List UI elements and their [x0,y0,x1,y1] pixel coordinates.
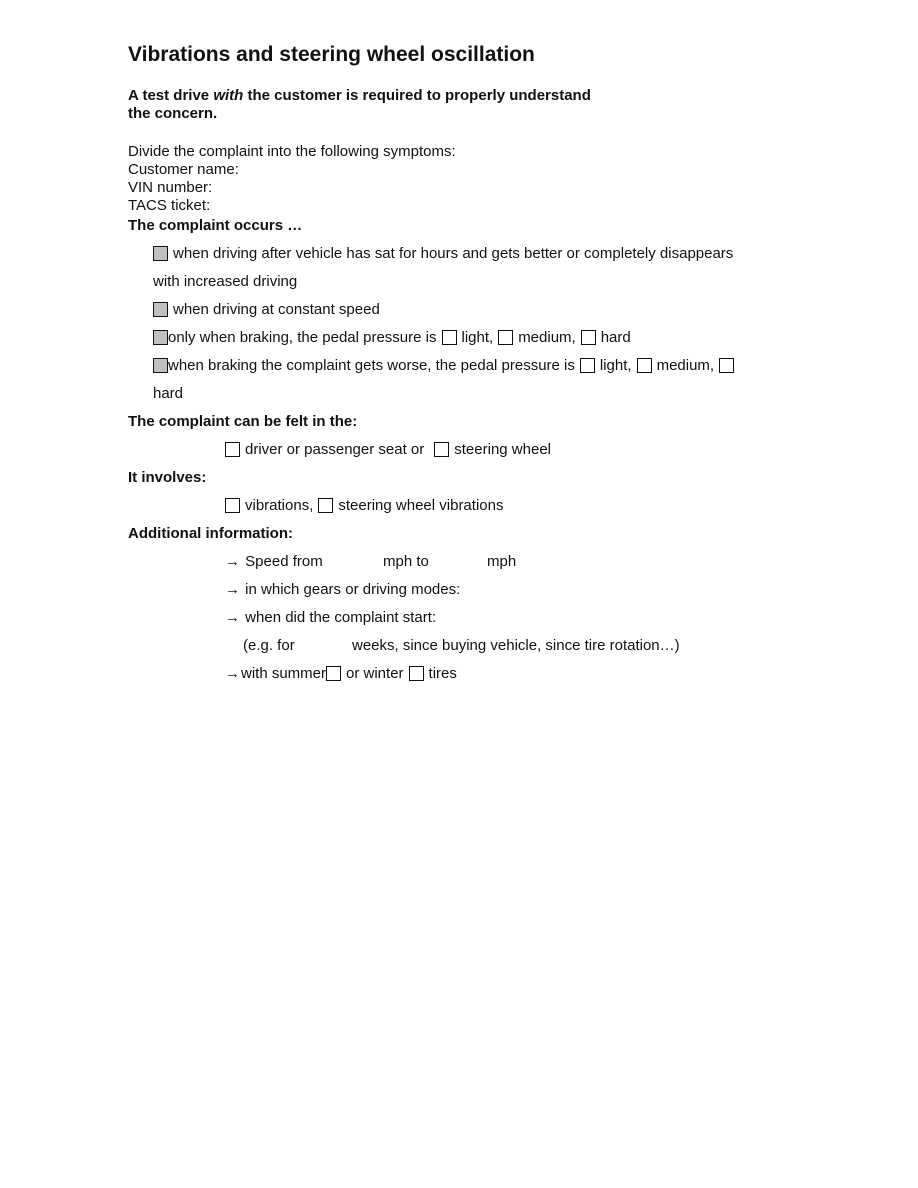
after-sitting-label-cont: with increased driving [153,273,298,290]
or-winter-label: or winter [346,665,404,682]
only-braking-checkbox[interactable] [153,330,168,345]
only-braking-light-label: light, [461,329,494,346]
eg-for-label: (e.g. for [243,637,295,654]
arrow-right-icon: → [225,581,240,598]
customer-name-field: Customer name: [128,161,239,178]
customer-fields [128,143,456,215]
winter-tires-checkbox[interactable] [409,666,424,681]
vin-field: VIN number: [128,179,213,196]
steering-wheel-checkbox[interactable] [434,442,449,457]
start-label: when did the complaint start: [245,609,437,626]
intro-emphasis: with [213,87,244,104]
arrow-right-icon: → [225,665,240,682]
occurs-item-braking-worse [153,357,734,374]
occurs-item-only-braking [153,329,631,346]
braking-worse-checkbox[interactable] [153,358,168,373]
mph-label: mph [487,553,517,570]
after-sitting-checkbox[interactable] [153,246,168,261]
gears-line [225,581,460,599]
seat-checkbox[interactable] [225,442,240,457]
braking-worse-light-label: light, [599,357,632,374]
intro-part1: A test drive [128,87,214,104]
wheel-vibrations-label: steering wheel vibrations [338,497,504,514]
after-sitting-label: when driving after vehicle has sat for hours and gets better or completely disappears [173,245,734,262]
divide-instruction: Divide the complaint into the following symptoms: [128,143,456,160]
start-line [225,609,436,627]
speed-line [225,553,323,571]
tacs-field: TACS ticket: [128,197,211,214]
occurs-heading: The complaint occurs … [128,217,303,234]
constant-speed-label: when driving at constant speed [173,301,380,318]
braking-worse-label: when braking the complaint gets worse, the pedal pressure is [168,357,575,374]
only-braking-medium-checkbox[interactable] [498,330,513,345]
with-summer-label: with summer [241,665,327,682]
vibrations-checkbox[interactable] [225,498,240,513]
occurs-item-constant-speed [153,301,380,318]
only-braking-medium-label: medium, [518,329,576,346]
felt-options [225,441,551,458]
seat-label: driver or passenger seat or [245,441,425,458]
vibrations-label: vibrations, [245,497,314,514]
constant-speed-checkbox[interactable] [153,302,168,317]
only-braking-light-checkbox[interactable] [442,330,457,345]
speed-from-label: Speed from [245,553,323,570]
wheel-vibrations-checkbox[interactable] [318,498,333,513]
only-braking-label: only when braking, the pedal pressure is [168,329,437,346]
involves-heading: It involves: [128,469,207,486]
eg-rest-label: weeks, since buying vehicle, since tire rotation…) [352,637,680,654]
braking-worse-medium-checkbox[interactable] [637,358,652,373]
arrow-right-icon: → [225,553,240,570]
only-braking-hard-checkbox[interactable] [581,330,596,345]
only-braking-hard-label: hard [600,329,631,346]
steering-wheel-label: steering wheel [454,441,551,458]
mph-to-label: mph to [383,553,429,570]
intro-line2: the concern. [128,105,218,122]
felt-heading: The complaint can be felt in the: [128,413,358,430]
intro-note [128,87,591,123]
tires-line [225,665,457,682]
braking-worse-light-checkbox[interactable] [580,358,595,373]
page-title: Vibrations and steering wheel oscillation [128,43,535,66]
braking-worse-hard-checkbox[interactable] [719,358,734,373]
involves-options [225,497,503,514]
tires-label: tires [428,665,457,682]
arrow-right-icon: → [225,609,240,626]
gears-label: in which gears or driving modes: [245,581,461,598]
braking-worse-hard-label: hard [153,385,184,402]
intro-part2: the customer is required to properly understand [243,87,591,104]
occurs-item-after-sitting [153,245,733,262]
summer-tires-checkbox[interactable] [326,666,341,681]
braking-worse-medium-label: medium, [656,357,715,374]
additional-heading: Additional information: [128,525,293,542]
